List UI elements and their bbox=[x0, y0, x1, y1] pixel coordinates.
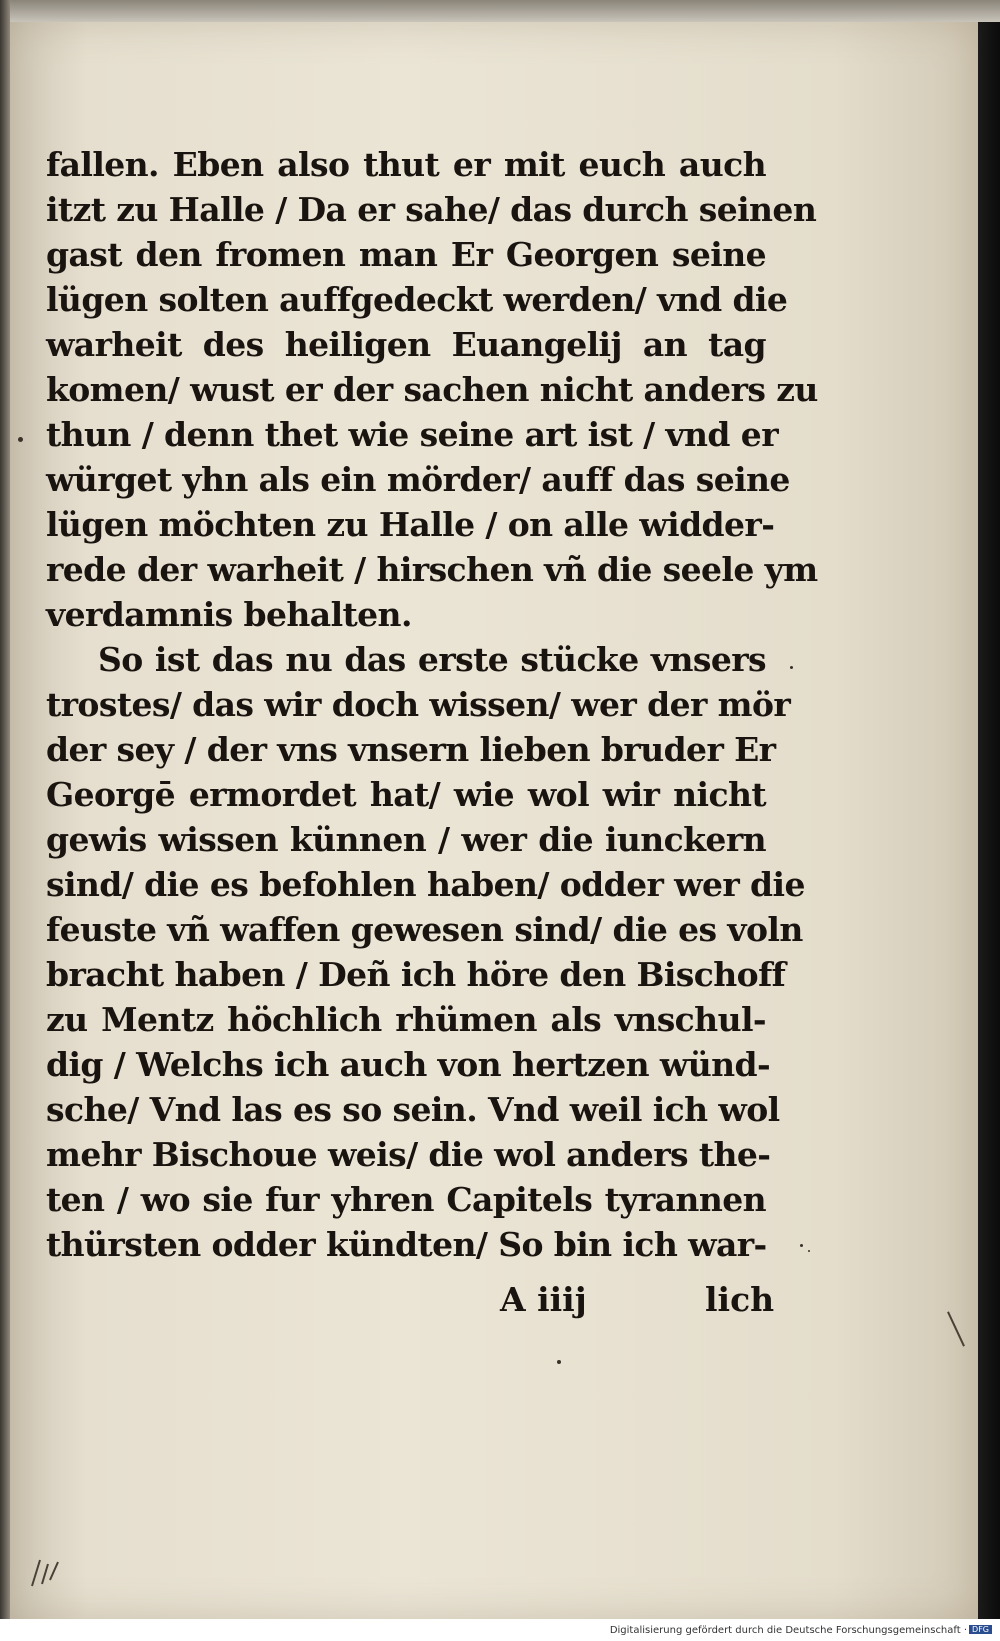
text-line: warheit des heiligen Euangelij an tag bbox=[46, 325, 766, 364]
text-line: rede der warheit / hirschen vñ die seele ym bbox=[46, 550, 818, 589]
book-top-edge bbox=[0, 0, 1000, 22]
book-binding-edge bbox=[0, 0, 10, 1641]
credit-text: Digitalisierung gefördert durch die Deutsche Forschungsgemeinschaft · bbox=[609, 1625, 968, 1636]
text-line: zu Mentz höchlich rhümen als vnschul- bbox=[46, 1000, 766, 1039]
text-line: sche/ Vnd las es so sein. Vnd weil ich wol bbox=[46, 1090, 780, 1129]
body-text bbox=[46, 142, 818, 1267]
text-line: fallen. Eben also thut er mit euch auch bbox=[46, 145, 766, 184]
text-line: feuste vñ waffen gewesen sind/ die es voln bbox=[46, 910, 803, 949]
ink-speck bbox=[18, 437, 23, 442]
text-line: itzt zu Halle / Da er sahe/ das durch seinen bbox=[46, 190, 817, 229]
text-line: lügen möchten zu Halle / on alle widder- bbox=[46, 505, 775, 544]
text-line: Georgē ermordet hat/ wie wol wir nicht bbox=[46, 775, 766, 814]
text-line: verdamnis behalten. bbox=[46, 595, 412, 634]
dfg-logo: DFG bbox=[969, 1625, 992, 1634]
text-line: ten / wo sie fur yhren Capitels tyrannen bbox=[46, 1180, 766, 1219]
footer-credit bbox=[610, 1625, 992, 1636]
ink-speck bbox=[557, 1360, 561, 1364]
text-line: lügen solten auffgedeckt werden/ vnd die bbox=[46, 280, 788, 319]
paragraph-first-line: So ist das nu das erste stücke vnsers bbox=[98, 640, 766, 679]
text-line: der sey / der vns vnsern lieben bruder Er bbox=[46, 730, 776, 769]
catchword: lich bbox=[705, 1280, 775, 1319]
text-line: mehr Bischoue weis/ die wol anders the- bbox=[46, 1135, 771, 1174]
text-line: dig / Welchs ich auch von hertzen wünd- bbox=[46, 1045, 771, 1084]
text-line: gast den fromen man Er Georgen seine bbox=[46, 235, 766, 274]
text-line: thun / denn thet wie seine art ist / vnd er bbox=[46, 415, 778, 454]
text-line: thürsten odder kündten/ So bin ich war- bbox=[46, 1225, 767, 1264]
corner-scribble bbox=[28, 1550, 68, 1590]
text-line: würget yhn als ein mörder/ auff das seine bbox=[46, 460, 790, 499]
text-line: komen/ wust er der sachen nicht anders zu bbox=[46, 370, 818, 409]
text-line: bracht haben / Deñ ich höre den Bischoff bbox=[46, 955, 786, 994]
ink-speck bbox=[808, 1250, 810, 1252]
page-right-shadow bbox=[978, 22, 1000, 1619]
text-line: gewis wissen künnen / wer die iunckern bbox=[46, 820, 766, 859]
ink-speck bbox=[790, 666, 793, 669]
ink-speck bbox=[800, 1244, 803, 1247]
text-line: sind/ die es befohlen haben/ odder wer die bbox=[46, 865, 805, 904]
signature-mark: A iiij bbox=[500, 1280, 587, 1319]
text-line: trostes/ das wir doch wissen/ wer der mör bbox=[46, 685, 791, 724]
